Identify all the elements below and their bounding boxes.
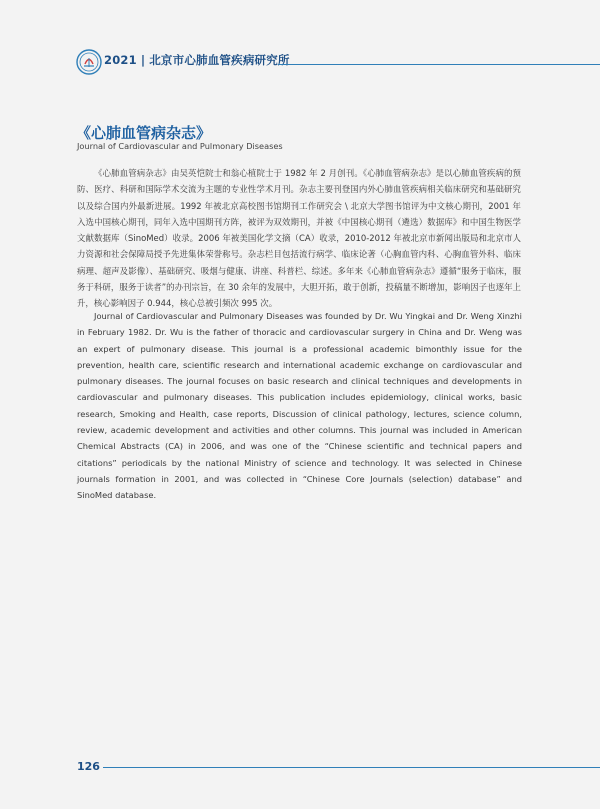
- header-year: 2021: [104, 53, 137, 67]
- header-institute: 北京市心肺血管疾病研究所: [149, 53, 290, 67]
- header-title: [104, 52, 290, 68]
- page-header: [0, 0, 600, 120]
- page-number: 126: [77, 760, 100, 773]
- article-body-en: Journal of Cardiovascular and Pulmonary Diseases was founded by Dr. Wu Yingkai and Dr. Weng Xinzhi in February 1982. Dr. Wu is the father of thoracic and cardiovascular surgery in China and Dr. Weng was an expert of pulmonary disease. This journal is a professional academic bimonthly issue for the prevention, health care, scientific research and international academic exchange on cardiovascular and pulmonary diseases. The journal focuses on basic research and clinical techniques and developments in cardiovascular and pulmonary diseases. This publication includes epidemiology, clinical works, basic research, Smoking and Health, case reports, Discussion of clinical pathology, lectures, science column, review, academic development and activities and other columns. This journal was included in American Chemical Abstracts (CA) in 2006, and was one of the “Chinese scientific and technical papers and citations” periodicals by the national Ministry of science and technology. It was selected in Chinese journals formation in 2001, and was collected in “Chinese Core Journals (selection) database” and SinoMed database.: [77, 311, 522, 501]
- article-title-en: Journal of Cardiovascular and Pulmonary Diseases: [77, 141, 283, 151]
- header-rule: [278, 64, 600, 65]
- institute-logo-icon: [76, 49, 102, 75]
- footer-rule: [103, 767, 600, 768]
- article-body-cn: 《心肺血管病杂志》由吴英恺院士和翁心植院士于 1982 年 2 月创刊。《心肺血管病杂志》是以心肺血管疾病的预防、医疗、科研和国际学术交流为主题的专业性学术月刊。杂志主要刊登国内外心肺血管疾病相关临床研究和基础研究以及综合国内外最新进展。1992 年被北京高校图书馆期刊工作研究会 \ 北京大学图书馆评为中文核心期刊，2001 年入选中国核心期刊，同年入选中国期刊方阵，被评为双效期刊，并被《中国核心期刊（遴选）数据库》和中国生物医学文献数据库（SinoMed）收录。2006 年被美国化学文摘（CA）收录，2010-2012 年被北京市新闻出版局和北京市人力资源和社会保障局授予先进集体荣誉称号。杂志栏目包括流行病学、临床论著（心胸血管内科、心胸血管外科、临床病理、超声及影像）、基础研究、吸烟与健康、讲座、科普栏、综述。多年来《心肺血管病杂志》遵循“服务于临床，服务于科研，服务于读者”的办刊宗旨，在 30 余年的发展中，大胆开拓，敢于创新，投稿量不断增加，影响因子也逐年上升，核心影响因子 0.944，核心总被引频次 995 次。: [77, 168, 522, 309]
- header-separator: |: [140, 53, 146, 67]
- article-title-cn: 《心肺血管病杂志》: [76, 124, 212, 142]
